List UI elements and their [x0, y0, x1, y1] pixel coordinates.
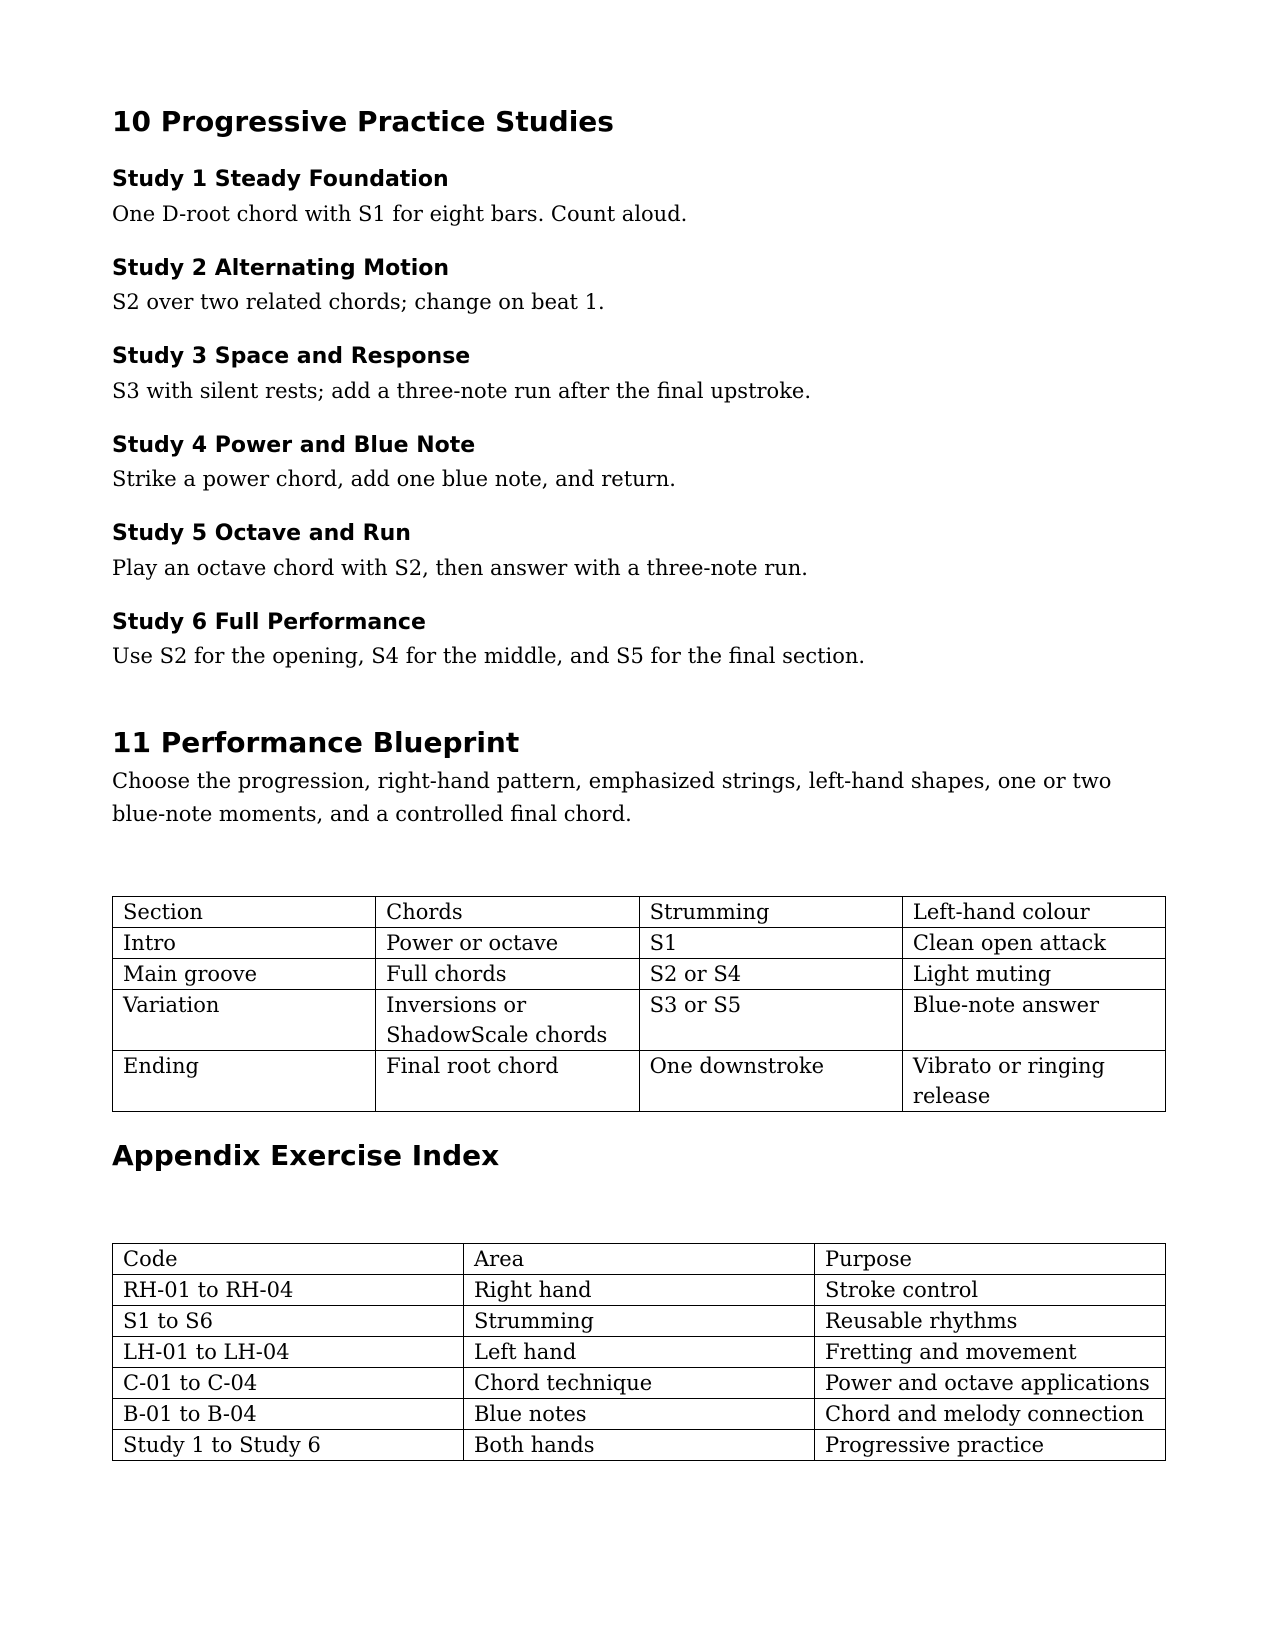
table-cell: Right hand [464, 1275, 815, 1306]
section-heading-performance-blueprint: 11 Performance Blueprint [112, 726, 520, 759]
table-cell: Power or octave [376, 928, 639, 959]
study-5-text: Play an octave chord with S2, then answer with a three-note run. [112, 556, 808, 580]
table-cell: Clean open attack [902, 928, 1165, 959]
table-cell: Blue-note answer [902, 990, 1165, 1051]
section-heading-practice-studies: 10 Progressive Practice Studies [112, 105, 614, 138]
study-3-title: Study 3 Space and Response [112, 344, 471, 369]
table-header-cell: Section [113, 897, 376, 928]
study-1-text: One D-root chord with S1 for eight bars. Count aloud. [112, 202, 688, 226]
table-cell: Stroke control [815, 1275, 1166, 1306]
table-cell: S3 or S5 [639, 990, 902, 1051]
table-row [113, 990, 1166, 1051]
table-cell: S2 or S4 [639, 959, 902, 990]
table-cell: Light muting [902, 959, 1165, 990]
table-row [113, 1051, 1166, 1112]
table-cell: Full chords [376, 959, 639, 990]
table-cell: Power and octave applications [815, 1368, 1166, 1399]
table-cell: C-01 to C-04 [113, 1368, 464, 1399]
table-cell: Intro [113, 928, 376, 959]
table-cell: Chord and melody connection [815, 1399, 1166, 1430]
table-row [113, 1275, 1166, 1306]
table-row [113, 1337, 1166, 1368]
table-cell: Reusable rhythms [815, 1306, 1166, 1337]
table-cell: Variation [113, 990, 376, 1051]
study-2-title: Study 2 Alternating Motion [112, 256, 450, 281]
table-cell: Main groove [113, 959, 376, 990]
section-heading-appendix: Appendix Exercise Index [112, 1139, 500, 1172]
table-row [113, 959, 1166, 990]
table-cell: One downstroke [639, 1051, 902, 1112]
table-cell: Fretting and movement [815, 1337, 1166, 1368]
exercise-index-table [112, 1243, 1166, 1461]
table-cell: Study 1 to Study 6 [113, 1430, 464, 1461]
table-cell: Blue notes [464, 1399, 815, 1430]
table-cell: Chord technique [464, 1368, 815, 1399]
table-cell: Progressive practice [815, 1430, 1166, 1461]
table-header-row [113, 897, 1166, 928]
blueprint-table [112, 896, 1166, 1112]
table-cell: Final root chord [376, 1051, 639, 1112]
study-6-text: Use S2 for the opening, S4 for the middle, and S5 for the final section. [112, 644, 866, 668]
study-1-title: Study 1 Steady Foundation [112, 167, 449, 192]
study-2-text: S2 over two related chords; change on beat 1. [112, 290, 605, 314]
table-header-cell: Chords [376, 897, 639, 928]
table-header-cell: Purpose [815, 1244, 1166, 1275]
table-cell: Strumming [464, 1306, 815, 1337]
table-row [113, 928, 1166, 959]
table-cell: RH-01 to RH-04 [113, 1275, 464, 1306]
table-row [113, 1399, 1166, 1430]
blueprint-intro: Choose the progression, right-hand pattern, emphasized strings, left-hand shapes, one or two blue-note moments, and a controlled final chord. [112, 769, 1112, 826]
table-header-cell: Strumming [639, 897, 902, 928]
table-header-row [113, 1244, 1166, 1275]
table-cell: B-01 to B-04 [113, 1399, 464, 1430]
study-6-title: Study 6 Full Performance [112, 610, 426, 635]
table-cell: Ending [113, 1051, 376, 1112]
study-4-title: Study 4 Power and Blue Note [112, 433, 476, 458]
study-3-text: S3 with silent rests; add a three-note run after the final upstroke. [112, 379, 812, 403]
table-cell: Vibrato or ringing release [902, 1051, 1165, 1112]
table-row [113, 1430, 1166, 1461]
table-cell: Both hands [464, 1430, 815, 1461]
study-4-text: Strike a power chord, add one blue note, and return. [112, 467, 676, 491]
table-cell: S1 [639, 928, 902, 959]
table-cell: LH-01 to LH-04 [113, 1337, 464, 1368]
table-header-cell: Left-hand colour [902, 897, 1165, 928]
table-header-cell: Code [113, 1244, 464, 1275]
study-5-title: Study 5 Octave and Run [112, 521, 411, 546]
table-row [113, 1368, 1166, 1399]
table-cell: Left hand [464, 1337, 815, 1368]
table-cell: Inversions or ShadowScale chords [376, 990, 639, 1051]
table-row [113, 1306, 1166, 1337]
table-cell: S1 to S6 [113, 1306, 464, 1337]
table-header-cell: Area [464, 1244, 815, 1275]
